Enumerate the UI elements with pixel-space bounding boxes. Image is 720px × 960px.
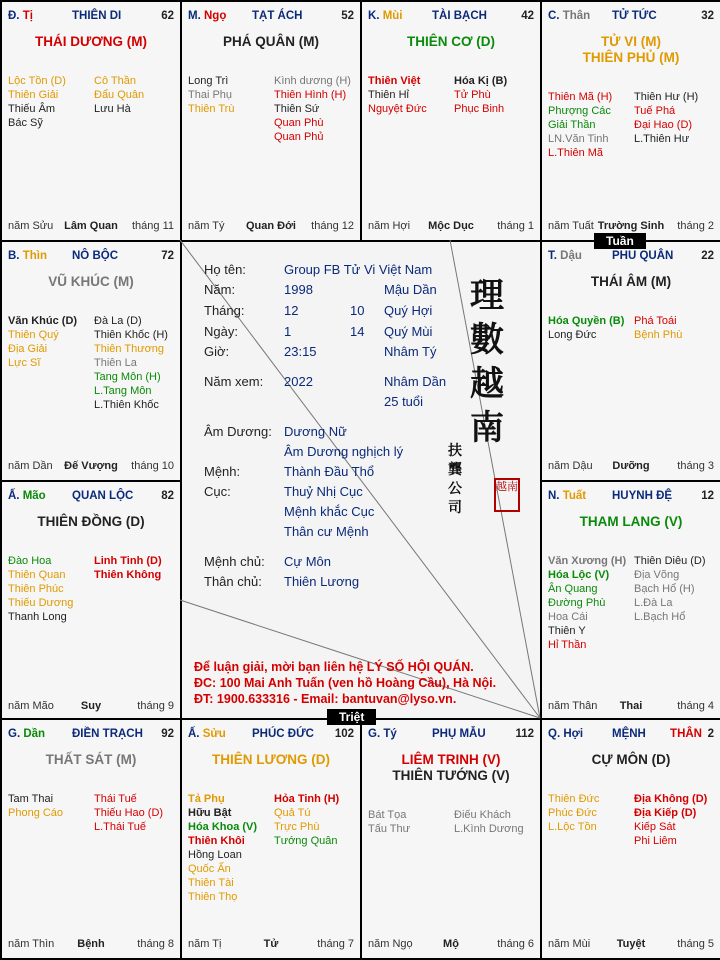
minor-star: Thiên Việt xyxy=(368,75,421,87)
calligraphy-main xyxy=(470,274,504,450)
tuoi-value: 25 tuổi xyxy=(384,394,424,409)
minor-star: Thiên Quan xyxy=(8,569,66,581)
minor-star: Thiên Quý xyxy=(8,329,59,341)
minor-star: Lộc Tồn (D) xyxy=(8,75,66,87)
minor-star: Thiên La xyxy=(94,357,137,369)
palace-age: 92 xyxy=(161,728,174,740)
main-star: THIÊN LƯƠNG (D) xyxy=(212,752,330,767)
palace-cycle: Quan Đới xyxy=(246,220,296,232)
thang-am: 10 xyxy=(350,303,365,318)
callig-side-2: 龔 xyxy=(448,462,462,478)
palace-cycle: Đế Vượng xyxy=(64,460,118,472)
nam-xem-can: Nhâm Dần xyxy=(384,374,447,389)
palace-year: năm Sửu xyxy=(8,220,54,232)
minor-star: L.Đà La xyxy=(634,597,673,609)
minor-star: Thiên Trù xyxy=(188,103,235,115)
earthly-branch: Tị xyxy=(22,10,33,22)
palace-year: năm Dần xyxy=(8,460,53,472)
nam-can: Mậu Dần xyxy=(384,282,437,297)
earthly-branch: Ngọ xyxy=(203,10,227,22)
palace-month: tháng 7 xyxy=(317,938,354,950)
palace-age: 62 xyxy=(161,10,174,22)
ho-ten-value: Group FB Tử Vi Việt Nam xyxy=(284,262,433,277)
palace-month: tháng 10 xyxy=(131,460,174,472)
minor-star: Quan Phù xyxy=(274,117,324,129)
minor-star: Địa Giải xyxy=(8,343,48,355)
minor-star: Linh Tinh (D) xyxy=(94,555,162,567)
heavenly-stem: G. xyxy=(8,728,21,740)
palace-house-2: THÂN xyxy=(670,728,702,740)
minor-star: Lực Sĩ xyxy=(8,357,41,369)
palace-house: QUAN LỘC xyxy=(72,490,134,502)
palace-house: PHÚC ĐỨC xyxy=(252,728,314,740)
main-star: THIÊN CƠ (D) xyxy=(406,34,495,49)
minor-star: Thiếu Dương xyxy=(8,597,74,609)
tuan-tag: Tuần xyxy=(594,233,646,249)
palace-month: tháng 4 xyxy=(677,700,714,712)
am-duong-note: Âm Dương nghịch lý xyxy=(284,444,404,459)
minor-star: Thanh Long xyxy=(8,611,67,623)
palace-cycle: Thai xyxy=(619,700,643,712)
am-duong-label: Âm Dương: xyxy=(204,424,272,439)
minor-star: Thiên Thọ xyxy=(188,891,238,903)
callig-char-1: 理 xyxy=(470,276,504,316)
callig-side-3: 公 xyxy=(448,481,462,497)
minor-star: Hồng Loan xyxy=(188,849,242,861)
palace-month: tháng 8 xyxy=(137,938,174,950)
callig-char-4: 南 xyxy=(470,408,504,448)
minor-star: Bát Tọa xyxy=(368,809,407,821)
callig-side-1: 扶 xyxy=(448,443,462,459)
minor-star: Bạch Hổ (H) xyxy=(634,583,695,595)
palace-month: tháng 12 xyxy=(311,220,354,232)
contact-line-3: ĐT: 1900.633316 - Email: bantuvan@lyso.vn. xyxy=(194,692,457,706)
minor-star: Quốc Ấn xyxy=(188,863,231,875)
palace-age: 12 xyxy=(701,490,714,502)
palace-year: năm Thìn xyxy=(8,938,55,950)
minor-star: Phi Liêm xyxy=(634,835,677,847)
minor-star: Điếu Khách xyxy=(454,809,511,821)
palace-cycle: Bệnh xyxy=(77,938,105,950)
palace-age: 22 xyxy=(701,250,714,262)
palace-cycle: Mộ xyxy=(443,938,459,950)
ngay-value: 1 xyxy=(284,324,292,339)
thang-can: Quý Hợi xyxy=(384,303,433,318)
minor-star: Kình dương (H) xyxy=(274,75,351,87)
heavenly-stem: M. xyxy=(188,10,201,22)
main-star: LIÊM TRINH (V) xyxy=(401,752,501,767)
minor-star: Long Đức xyxy=(548,329,597,341)
palace-year: năm Tuất xyxy=(548,220,594,232)
palace-house: TẠT ÁCH xyxy=(252,10,303,22)
minor-star: Thiên Diêu (D) xyxy=(634,555,706,567)
minor-star: Thiên Sứ xyxy=(274,103,320,115)
earthly-branch: Tý xyxy=(383,728,397,740)
palace-year: năm Dậu xyxy=(548,460,593,472)
main-star: THIÊN PHỦ (M) xyxy=(582,50,680,65)
palace-house: NÔ BỘC xyxy=(72,250,118,262)
minor-star: Ân Quang xyxy=(548,583,598,595)
palace-year: năm Mùi xyxy=(548,938,591,950)
palace-cycle: Tử xyxy=(263,938,279,950)
gio-value: 23:15 xyxy=(284,344,317,359)
thang-label: Tháng: xyxy=(204,303,245,318)
triet-tag: Triệt xyxy=(327,709,376,725)
minor-star: Tử Phù xyxy=(454,89,491,101)
minor-star: L.Thái Tuế xyxy=(94,821,146,833)
earthly-branch: Sửu xyxy=(202,728,226,740)
minor-star: Thiên Hỉ xyxy=(368,89,409,101)
heavenly-stem: C. xyxy=(548,10,560,22)
earthly-branch: Thân xyxy=(562,10,591,22)
palace-age: 82 xyxy=(161,490,174,502)
nam-value: 1998 xyxy=(284,282,313,297)
palace-month: tháng 11 xyxy=(131,220,174,232)
ngay-am: 14 xyxy=(350,324,365,339)
minor-star: Giải Thần xyxy=(548,119,596,131)
center-info xyxy=(180,240,540,718)
minor-star: Tang Môn (H) xyxy=(94,371,161,383)
cuc-label: Cục: xyxy=(204,484,231,499)
minor-star: Tuế Phá xyxy=(634,105,676,117)
main-star: PHÁ QUÂN (M) xyxy=(223,34,319,49)
earthly-branch: Dậu xyxy=(560,250,582,262)
palace-house: ĐIỀN TRẠCH xyxy=(72,728,143,740)
minor-star: Phá Toái xyxy=(634,315,677,327)
palace-cycle: Trường Sinh xyxy=(597,220,665,232)
heavenly-stem: G. xyxy=(368,728,381,740)
am-duong-value: Dương Nữ xyxy=(284,424,347,439)
minor-star: L.Thiên Khốc xyxy=(94,399,159,411)
palace-house: TÀI BẠCH xyxy=(432,10,487,22)
minor-star: Quả Tú xyxy=(274,807,311,819)
earthly-branch: Hợi xyxy=(563,728,584,740)
cuc-value: Thuỷ Nhị Cục xyxy=(284,484,363,499)
minor-star: Phong Cáo xyxy=(8,807,64,819)
minor-star: Đẩu Quân xyxy=(94,89,145,101)
palace-year: năm Tị xyxy=(188,938,222,950)
minor-star: Hóa Quyền (B) xyxy=(548,315,625,327)
earthly-branch: Mùi xyxy=(382,10,403,22)
gio-label: Giờ: xyxy=(204,344,230,359)
heavenly-stem: T. xyxy=(548,250,557,262)
menh-chu-value: Cự Môn xyxy=(284,554,331,569)
minor-star: Tam Thai xyxy=(8,793,54,805)
minor-star: Hữu Bật xyxy=(188,807,232,819)
minor-star: Văn Khúc (D) xyxy=(8,315,78,327)
minor-star: Văn Xương (H) xyxy=(548,555,627,567)
gio-can: Nhâm Tý xyxy=(384,344,437,359)
palace-age: 52 xyxy=(341,10,354,22)
than-chu-value: Thiên Lương xyxy=(284,574,360,589)
palace-month: tháng 5 xyxy=(677,938,714,950)
minor-star: Thiên Không xyxy=(94,569,162,581)
minor-star: Thiên Phúc xyxy=(8,583,64,595)
cuc-note-2: Thân cư Mệnh xyxy=(284,524,369,539)
minor-star: Đà La (D) xyxy=(94,315,142,327)
palace-month: tháng 1 xyxy=(497,220,534,232)
heavenly-stem: Ấ. xyxy=(8,490,20,502)
minor-star: L.Kình Dương xyxy=(454,823,524,835)
palace-age: 32 xyxy=(701,10,714,22)
main-star: THÁI ÂM (M) xyxy=(590,274,672,289)
callig-side-4: 司 xyxy=(448,500,462,516)
main-star: THÁI DƯƠNG (M) xyxy=(35,34,147,49)
earthly-branch: Tuất xyxy=(562,490,587,502)
palace-cycle: Tuyệt xyxy=(616,938,646,950)
minor-star: Thiên Khôi xyxy=(188,835,245,847)
minor-star: Phượng Các xyxy=(548,105,611,117)
minor-star: L.Bạch Hổ xyxy=(634,611,686,623)
palace-house: PHU QUÂN xyxy=(612,250,674,262)
minor-star: Địa Không (D) xyxy=(634,793,708,805)
minor-star: Phúc Đức xyxy=(548,807,597,819)
heavenly-stem: Q. xyxy=(548,728,561,740)
minor-star: Thiên Tài xyxy=(188,877,234,889)
palace-year: năm Thân xyxy=(548,700,598,712)
palace-house: THIÊN DI xyxy=(72,10,122,22)
minor-star: Thiên Thương xyxy=(94,343,165,355)
minor-star: Thiên Giải xyxy=(8,89,59,101)
minor-star: Kiếp Sát xyxy=(634,821,676,833)
than-chu-label: Thân chủ: xyxy=(204,574,262,589)
heavenly-stem: Đ. xyxy=(8,10,20,22)
minor-star: Quan Phủ xyxy=(274,131,324,143)
palace-house: PHỤ MẪU xyxy=(432,728,486,740)
minor-star: Hóa Kị (B) xyxy=(454,75,508,87)
palace-month: tháng 3 xyxy=(677,460,714,472)
heavenly-stem: B. xyxy=(8,250,20,262)
minor-star: Thiếu Hao (D) xyxy=(94,807,164,819)
main-star: THẤT SÁT (M) xyxy=(45,752,137,767)
thang-value: 12 xyxy=(284,303,299,318)
contact-line-2: ĐC: 100 Mai Anh Tuấn (ven hồ Hoàng Cầu), Hà Nội. xyxy=(194,676,497,690)
ngay-can: Quý Mùi xyxy=(384,324,433,339)
callig-char-2: 數 xyxy=(470,320,504,360)
palace-house: MỆNH xyxy=(612,728,646,740)
palace-year: năm Hợi xyxy=(368,220,411,232)
earthly-branch: Dần xyxy=(23,728,46,740)
minor-star: Đào Hoa xyxy=(8,555,52,567)
minor-star: Hỉ Thần xyxy=(548,639,587,651)
calligraphy-side xyxy=(448,442,462,518)
minor-star: L.Thiên Hư xyxy=(634,133,690,145)
heavenly-stem: N. xyxy=(548,490,560,502)
palace-cycle: Dưỡng xyxy=(612,460,650,472)
minor-star: Lưu Hà xyxy=(94,103,131,115)
ho-ten-label: Họ tên: xyxy=(204,262,246,277)
minor-star: Hoa Cái xyxy=(548,611,588,623)
minor-star: Thiên Mã (H) xyxy=(548,91,613,103)
earthly-branch: Mão xyxy=(22,490,46,502)
palace-house: HUYNH ĐỆ xyxy=(612,490,673,502)
minor-star: Thiên Hư (H) xyxy=(634,91,699,103)
palace-year: năm Tý xyxy=(188,220,225,232)
palace-year: năm Mão xyxy=(8,700,54,712)
minor-star: Đường Phù xyxy=(548,597,606,609)
palace-age: 112 xyxy=(515,728,534,740)
main-star: THIÊN TƯỚNG (V) xyxy=(392,768,510,783)
palace-cycle: Mộc Dục xyxy=(428,220,474,232)
minor-star: Cô Thần xyxy=(94,75,136,87)
nam-xem-value: 2022 xyxy=(284,374,313,389)
minor-star: Thiên Khốc (H) xyxy=(94,329,168,341)
palace-cycle: Lâm Quan xyxy=(64,220,118,232)
minor-star: Thiên Đức xyxy=(548,793,600,805)
contact-line-1: Để luận giải, mời bạn liên hệ LÝ SỐ HỘI QUÁN. xyxy=(194,660,474,674)
minor-star: Hỏa Tinh (H) xyxy=(274,793,340,805)
palace-cycle: Suy xyxy=(80,700,102,712)
callig-char-3: 越 xyxy=(470,364,504,404)
main-star: THAM LANG (V) xyxy=(579,514,683,529)
minor-star: Địa Kiếp (D) xyxy=(634,807,697,819)
earthly-branch: Thìn xyxy=(22,250,47,262)
minor-star: Tướng Quân xyxy=(274,835,338,847)
minor-star: Nguyệt Đức xyxy=(368,103,427,115)
menh-chu-label: Mệnh chủ: xyxy=(204,554,265,569)
red-seal: 越南 xyxy=(494,478,520,512)
palace-house: TỬ TỨC xyxy=(612,10,657,22)
palace-age: 2 xyxy=(707,728,714,740)
minor-star: Phục Binh xyxy=(454,103,505,115)
minor-star: Đại Hao (D) xyxy=(634,119,693,131)
minor-star: L.Lộc Tồn xyxy=(548,821,597,833)
minor-star: Thiếu Âm xyxy=(8,103,56,115)
main-star: CỰ MÔN (D) xyxy=(591,752,671,767)
minor-star: Trực Phù xyxy=(274,821,320,833)
main-star: TỬ VI (M) xyxy=(601,34,661,49)
minor-star: Thiên Hình (H) xyxy=(274,89,347,101)
nam-xem-label: Năm xem: xyxy=(204,374,264,389)
minor-star: Long Trì xyxy=(188,75,229,87)
nam-label: Năm: xyxy=(204,282,236,297)
minor-star: Tả Phụ xyxy=(188,793,225,805)
palace-month: tháng 2 xyxy=(677,220,714,232)
palace-age: 72 xyxy=(161,250,174,262)
menh-label: Mệnh: xyxy=(204,464,241,479)
palace-month: tháng 9 xyxy=(137,700,174,712)
minor-star: Hóa Lộc (V) xyxy=(548,569,610,581)
minor-star: Thái Tuế xyxy=(94,793,137,805)
ngay-label: Ngày: xyxy=(204,324,238,339)
minor-star: L.Thiên Mã xyxy=(548,147,604,159)
minor-star: Hóa Khoa (V) xyxy=(188,821,258,833)
cuc-note-1: Mệnh khắc Cục xyxy=(284,504,375,519)
palace-age: 42 xyxy=(521,10,534,22)
minor-star: Thiên Y xyxy=(548,625,586,637)
main-star: VŨ KHÚC (M) xyxy=(48,274,134,289)
heavenly-stem: Ấ. xyxy=(188,728,200,740)
minor-star: Địa Võng xyxy=(634,569,680,581)
minor-star: Bệnh Phù xyxy=(634,329,683,341)
minor-star: LN.Văn Tinh xyxy=(548,133,609,145)
menh-value: Thành Đầu Thổ xyxy=(284,464,375,479)
minor-star: L.Tang Môn xyxy=(94,385,152,397)
main-star: THIÊN ĐỒNG (D) xyxy=(37,514,145,529)
palace-month: tháng 6 xyxy=(497,938,534,950)
minor-star: Bác Sỹ xyxy=(8,117,43,129)
heavenly-stem: K. xyxy=(368,10,380,22)
minor-star: Tấu Thư xyxy=(368,823,411,835)
palace-year: năm Ngọ xyxy=(368,938,413,950)
minor-star: Thai Phụ xyxy=(188,89,233,101)
palace-age: 102 xyxy=(334,728,354,740)
